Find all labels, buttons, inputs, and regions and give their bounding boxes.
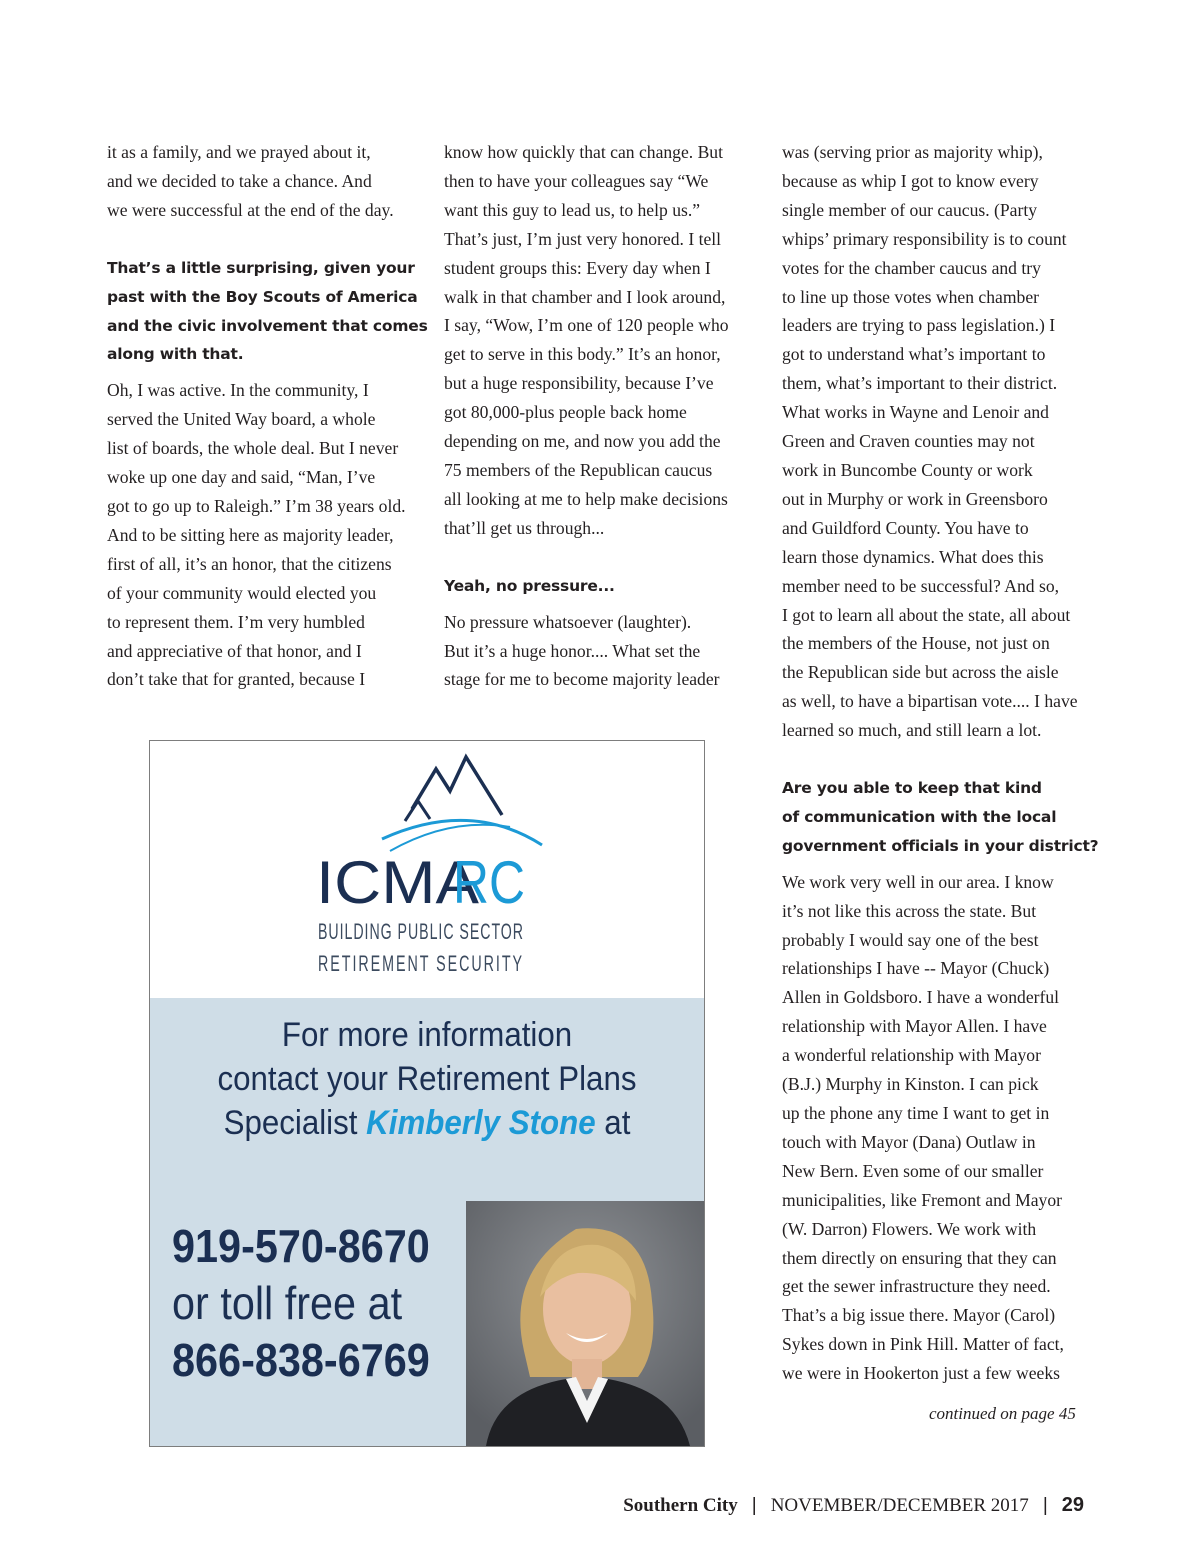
specialist-name: Kimberly Stone bbox=[366, 1104, 596, 1142]
paragraph: know how quickly that can change. But then to have your colleagues say “We want this guy to lead us, to help us.” That’s just, I’m just very honored. I tell student groups this: Every day when I walk in that chamber and I look around, I say, “Wow, I’m one of 120 people who get to serve in this body.” It’s an honor, but a huge responsibility, because I’ve got 80,000-plus people back home depending on me, and now you add the 75 members of the Republican caucus all looking at me to help make decisions that’ll get us through... bbox=[444, 142, 729, 538]
svg-text:RETIREMENT SECURITY: RETIREMENT SECURITY bbox=[318, 951, 524, 976]
mountain-logo-icon bbox=[382, 757, 542, 851]
toll-free-number[interactable]: 866-838-6769 bbox=[172, 1334, 430, 1386]
article-column-1 bbox=[107, 138, 428, 694]
article-column-2 bbox=[444, 138, 744, 694]
ad-phone-block: 919-570-8670 or toll free at 866-838-6769 bbox=[172, 1218, 442, 1389]
ad-contact-panel bbox=[150, 998, 704, 1446]
paragraph: We work very well in our area. I know it’s not like this across the state. But probably I would say one of the best relationships I have -- Mayor (Chuck) Allen in Goldsboro. I have a wonderful relationship with Mayor Allen. I have a wonderful relationship with Mayor (B.J.) Murphy in Kinston. I can pick up the phone any time I want to get in touch with Mayor (Dana) Outlaw in New Bern. Even some of our smaller municipalities, like Fremont and Mayor (W. Darron) Flowers. We work with them directly on ensuring that they can get the sewer infrastructure they need. That’s a big issue there. Mayor (Carol) Sykes down in Pink Hill. Matter of fact, we were in Hookerton just a few weeks bbox=[782, 871, 1064, 1384]
publication-name: Southern City bbox=[623, 1495, 738, 1516]
article-column-3 bbox=[782, 138, 1099, 1388]
divider: | bbox=[1042, 1495, 1048, 1516]
divider: | bbox=[751, 1495, 757, 1516]
continued-note: continued on page 45 bbox=[929, 1404, 1076, 1423]
svg-text:BUILDING PUBLIC SECTOR: BUILDING PUBLIC SECTOR bbox=[318, 919, 524, 944]
phone-number[interactable]: 919-570-8670 bbox=[172, 1220, 430, 1272]
ad-info-text: For more information contact your Retirement Plans Specialist Kimberly Stone at bbox=[217, 1016, 637, 1142]
issue-date: NOVEMBER/DECEMBER 2017 bbox=[770, 1495, 1029, 1516]
svg-text:ICMA: ICMA bbox=[316, 849, 479, 916]
page-number: 29 bbox=[1061, 1494, 1084, 1516]
paragraph: it as a family, and we prayed about it, and we decided to take a chance. And we were successful at the end of the day. bbox=[107, 142, 394, 220]
paragraph: Oh, I was active. In the community, I served the United Way board, a whole list of boards, the whole deal. But I never woke up one day and said, “Man, I’ve got to go up to Raleigh.” I’m 38 years old. And to be sitting here as majority leader, first of all, it’s an honor, that the citizens of your community would elected you to represent them. I’m very humbled and appreciative of that honor, and I don’t take that for granted, because I bbox=[107, 380, 406, 690]
interview-question: Yeah, no pressure... bbox=[444, 576, 615, 595]
icmarc-advertisement bbox=[149, 740, 705, 1447]
svg-text:RC: RC bbox=[453, 849, 525, 916]
interview-question: Are you able to keep that kind of communication with the local government officials in your district? bbox=[782, 779, 1099, 855]
specialist-portrait bbox=[466, 1201, 704, 1446]
interview-question: That’s a little surprising, given your past with the Boy Scouts of America and the civic involvement that comes along with that. bbox=[107, 258, 428, 364]
icmarc-logo bbox=[150, 741, 704, 998]
paragraph: was (serving prior as majority whip), because as whip I got to know every single member of our caucus. (Party whips’ primary responsibility is to count votes for the chamber caucus and try to line up those votes when chamber leaders are trying to pass legislation.) I got to understand what’s important to them, what’s important to their district. What works in Wayne and Lenoir and Green and Craven counties may not work in Buncombe County or work out in Murphy or work in Greensboro and Guildford County. You have to learn those dynamics. What does this member need to be successful? And so, I got to learn all about the state, all about the members of the House, not just on the Republican side but across the aisle as well, to have a bipartisan vote.... I have learned so much, and still learn a lot. bbox=[782, 142, 1078, 741]
page-footer bbox=[623, 1494, 1084, 1517]
paragraph: No pressure whatsoever (laughter). But it’s a huge honor.... What set the stage for me to become majority leader bbox=[444, 611, 720, 690]
